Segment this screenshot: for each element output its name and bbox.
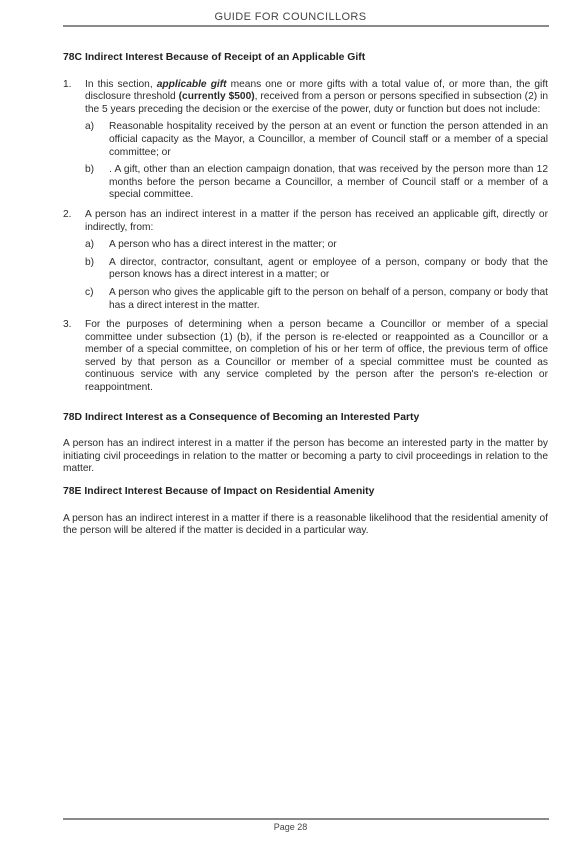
sub-item-b: [85, 164, 548, 202]
sub-item-letter: b): [85, 256, 95, 268]
item-number: 3.: [63, 319, 72, 331]
sub-item-a: [85, 239, 548, 252]
header-divider: [63, 25, 549, 27]
item-paragraph: For the purposes of determining when a person became a Councillor or member of a special committee under subsection (1) (b), if the person is re-elected or reappointed as a Councillor or a member of a special committee, on completion of his or her term of office, the previous term of office served by that person as a Councillor or member of a special committee must be counted as continuous service with any service completed by the person after the person's re-election or reappointment.: [85, 319, 548, 394]
page-number: Page 28: [273, 822, 308, 832]
sub-item-c: [85, 287, 548, 312]
section-heading-78d: 78D Indirect Interest as a Consequence of Becoming an Interested Party: [63, 411, 420, 423]
sub-item-letter: b): [85, 164, 95, 176]
section-paragraph-78e: A person has an indirect interest in a matter if there is a reasonable likelihood that the residential amenity of the person will be altered if the matter is decided in a particular way.: [63, 512, 548, 537]
item-number: 2.: [63, 208, 72, 220]
sub-item-letter: c): [85, 286, 94, 298]
sub-item-letter: a): [85, 239, 95, 251]
section-paragraph-78d: A person has an indirect interest in a matter if the person has become an interested party in the matter by initiating civil proceedings in relation to the matter or becoming a party to civil proceedings in relation to the matter.: [63, 438, 548, 475]
section-heading-78c: 78C Indirect Interest Because of Receipt of an Applicable Gift: [63, 52, 366, 63]
sub-item-letter: a): [85, 121, 95, 133]
sub-item-text: A person who has a direct interest in the matter; or: [109, 239, 337, 251]
threshold-note: (currently $500): [178, 91, 255, 103]
sub-item-b: [85, 257, 548, 282]
sub-item-text: A director, contractor, consultant, agent or employee of a person, company or body that the person knows has a direct interest in a matter; or: [109, 256, 548, 281]
sub-item-text: A person who gives the applicable gift to the person on behalf of a person, company or body that has a direct interest in the matter.: [109, 286, 548, 311]
document-body: [63, 52, 548, 538]
item-paragraph: A person has an indirect interest in a matter if the person has received an applicable gift, directly or indirectly, from:: [85, 208, 548, 233]
item-number: 1.: [63, 78, 72, 90]
sub-item-a: [85, 121, 548, 159]
sub-item-text: Reasonable hospitality received by the person at an event or function the person attended in an official capacity as the Mayor, a Councillor, a member of Council staff or a member of a special committee; or: [109, 121, 548, 158]
page-header-title: GUIDE FOR COUNCILLORS: [214, 11, 367, 23]
list-item-78c-3: [63, 319, 548, 395]
footer-divider: [63, 818, 549, 820]
section-heading-78e: 78E Indirect Interest Because of Impact on Residential Amenity: [63, 486, 375, 498]
list-item-78c-2: [63, 209, 548, 312]
defined-term: applicable gift: [156, 78, 227, 90]
item-paragraph: In this section, applicable gift means one or more gifts with a total value of, or more than, the gift disclosure threshold (currently $500), received from a person or persons specified in subsection (2) in the 5 years preceding the decision or the exercise of the power, duty or function but does not include:: [85, 78, 549, 115]
sub-item-text: . A gift, other than an election campaign donation, that was received by the person more than 12 months before the person became a Councillor, a member of Council staff or a member of a special committee.: [109, 164, 548, 201]
list-item-78c-1: [63, 79, 548, 202]
